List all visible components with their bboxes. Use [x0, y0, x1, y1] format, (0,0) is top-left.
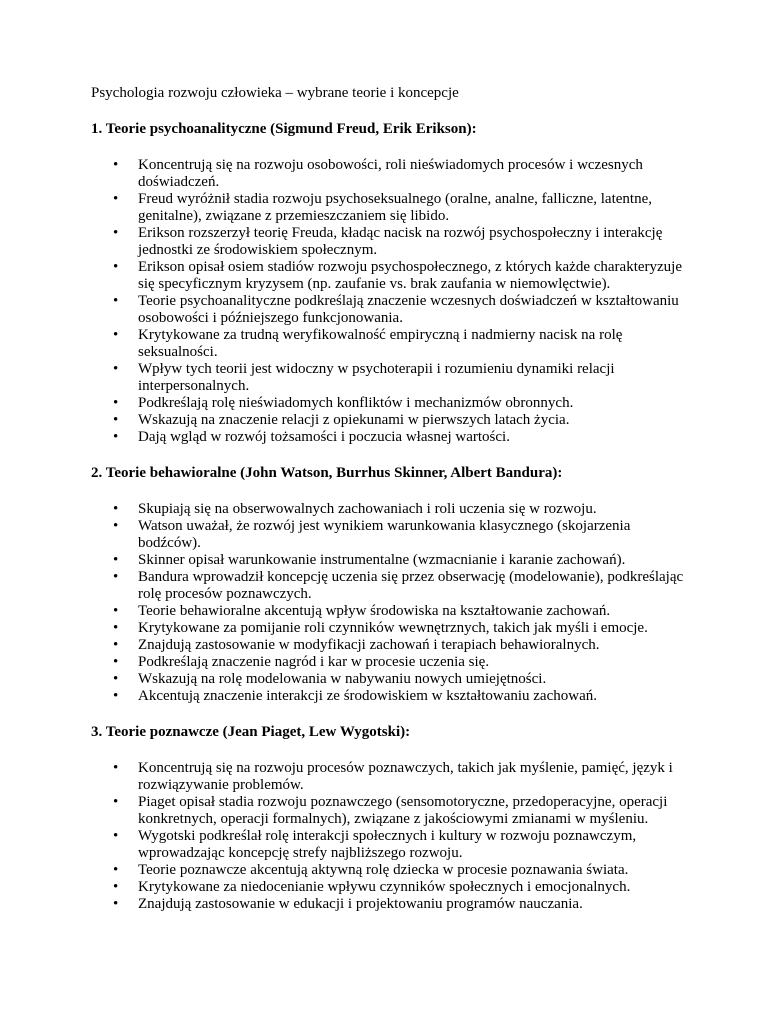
list-item: • Podkreślają rolę nieświadomych konfliktów i mechanizmów obronnych. [91, 395, 691, 412]
section-heading: 3. Teorie poznawcze (Jean Piaget, Lew Wygotski): [91, 724, 411, 740]
bullet-list [91, 501, 691, 705]
list-item: • Znajdują zastosowanie w edukacji i projektowaniu programów nauczania. [91, 896, 691, 913]
list-item: • Watson uważał, że rozwój jest wynikiem warunkowania klasycznego (skojarzenia bodźców). [91, 518, 691, 552]
section-heading: 1. Teorie psychoanalityczne (Sigmund Freud, Erik Erikson): [91, 121, 477, 137]
list-item: • Koncentrują się na rozwoju osobowości, roli nieświadomych procesów i wczesnych doświadczeń. [91, 157, 691, 191]
bullet-list [91, 760, 691, 913]
list-item: • Wskazują na rolę modelowania w nabywaniu nowych umiejętności. [91, 671, 691, 688]
list-item: • Teorie poznawcze akcentują aktywną rolę dziecka w procesie poznawania świata. [91, 862, 691, 879]
list-item: • Podkreślają znaczenie nagród i kar w procesie uczenia się. [91, 654, 691, 671]
list-item: • Skinner opisał warunkowanie instrumentalne (wzmacnianie i karanie zachowań). [91, 552, 691, 569]
list-item: • Koncentrują się na rozwoju procesów poznawczych, takich jak myślenie, pamięć, język i rozwiązywanie problemów. [91, 760, 691, 794]
list-item: • Krytykowane za pomijanie roli czynników wewnętrznych, takich jak myśli i emocje. [91, 620, 691, 637]
list-item: • Znajdują zastosowanie w modyfikacji zachowań i terapiach behawioralnych. [91, 637, 691, 654]
bullet-list [91, 157, 691, 446]
list-item: • Wygotski podkreślał rolę interakcji społecznych i kultury w rozwoju poznawczym, wprowadzając koncepcję strefy najbliższego rozwoju. [91, 828, 691, 862]
list-item: • Krytykowane za trudną weryfikowalność empiryczną i nadmierny nacisk na rolę seksualności. [91, 327, 691, 361]
section-behavioral [91, 465, 691, 705]
document-title: Psychologia rozwoju człowieka – wybrane teorie i koncepcje [91, 85, 459, 101]
list-item: • Erikson rozszerzył teorię Freuda, kładąc nacisk na rozwój psychospołeczny i interakcję jednostki ze środowiskiem społecznym. [91, 225, 691, 259]
section-psychoanalytic [91, 121, 691, 446]
list-item: • Wskazują na znaczenie relacji z opiekunami w pierwszych latach życia. [91, 412, 691, 429]
list-item: • Bandura wprowadził koncepcję uczenia się przez obserwację (modelowanie), podkreślając rolę procesów poznawczych. [91, 569, 691, 603]
list-item: • Krytykowane za niedocenianie wpływu czynników społecznych i emocjonalnych. [91, 879, 691, 896]
section-heading: 2. Teorie behawioralne (John Watson, Burrhus Skinner, Albert Bandura): [91, 465, 563, 481]
list-item: • Skupiają się na obserwowalnych zachowaniach i roli uczenia się w rozwoju. [91, 501, 691, 518]
list-item: • Piaget opisał stadia rozwoju poznawczego (sensomotoryczne, przedoperacyjne, operacji konkretnych, operacji formalnych), związane z jakościowymi zmianami w myśleniu. [91, 794, 691, 828]
list-item: • Wpływ tych teorii jest widoczny w psychoterapii i rozumieniu dynamiki relacji interpersonalnych. [91, 361, 691, 395]
list-item: • Dają wgląd w rozwój tożsamości i poczucia własnej wartości. [91, 429, 691, 446]
list-item: • Freud wyróżnił stadia rozwoju psychoseksualnego (oralne, analne, falliczne, latentne, genitalne), związane z przemieszczaniem się libido. [91, 191, 691, 225]
list-item: • Teorie behawioralne akcentują wpływ środowiska na kształtowanie zachowań. [91, 603, 691, 620]
list-item: • Teorie psychoanalityczne podkreślają znaczenie wczesnych doświadczeń w kształtowaniu osobowości i późniejszego funkcjonowania. [91, 293, 691, 327]
document-page [91, 85, 691, 932]
list-item: • Erikson opisał osiem stadiów rozwoju psychospołecznego, z których każde charakteryzuje się specyficznym kryzysem (np. zaufanie vs. brak zaufania w niemowlęctwie). [91, 259, 691, 293]
list-item: • Akcentują znaczenie interakcji ze środowiskiem w kształtowaniu zachowań. [91, 688, 691, 705]
section-cognitive [91, 724, 691, 913]
